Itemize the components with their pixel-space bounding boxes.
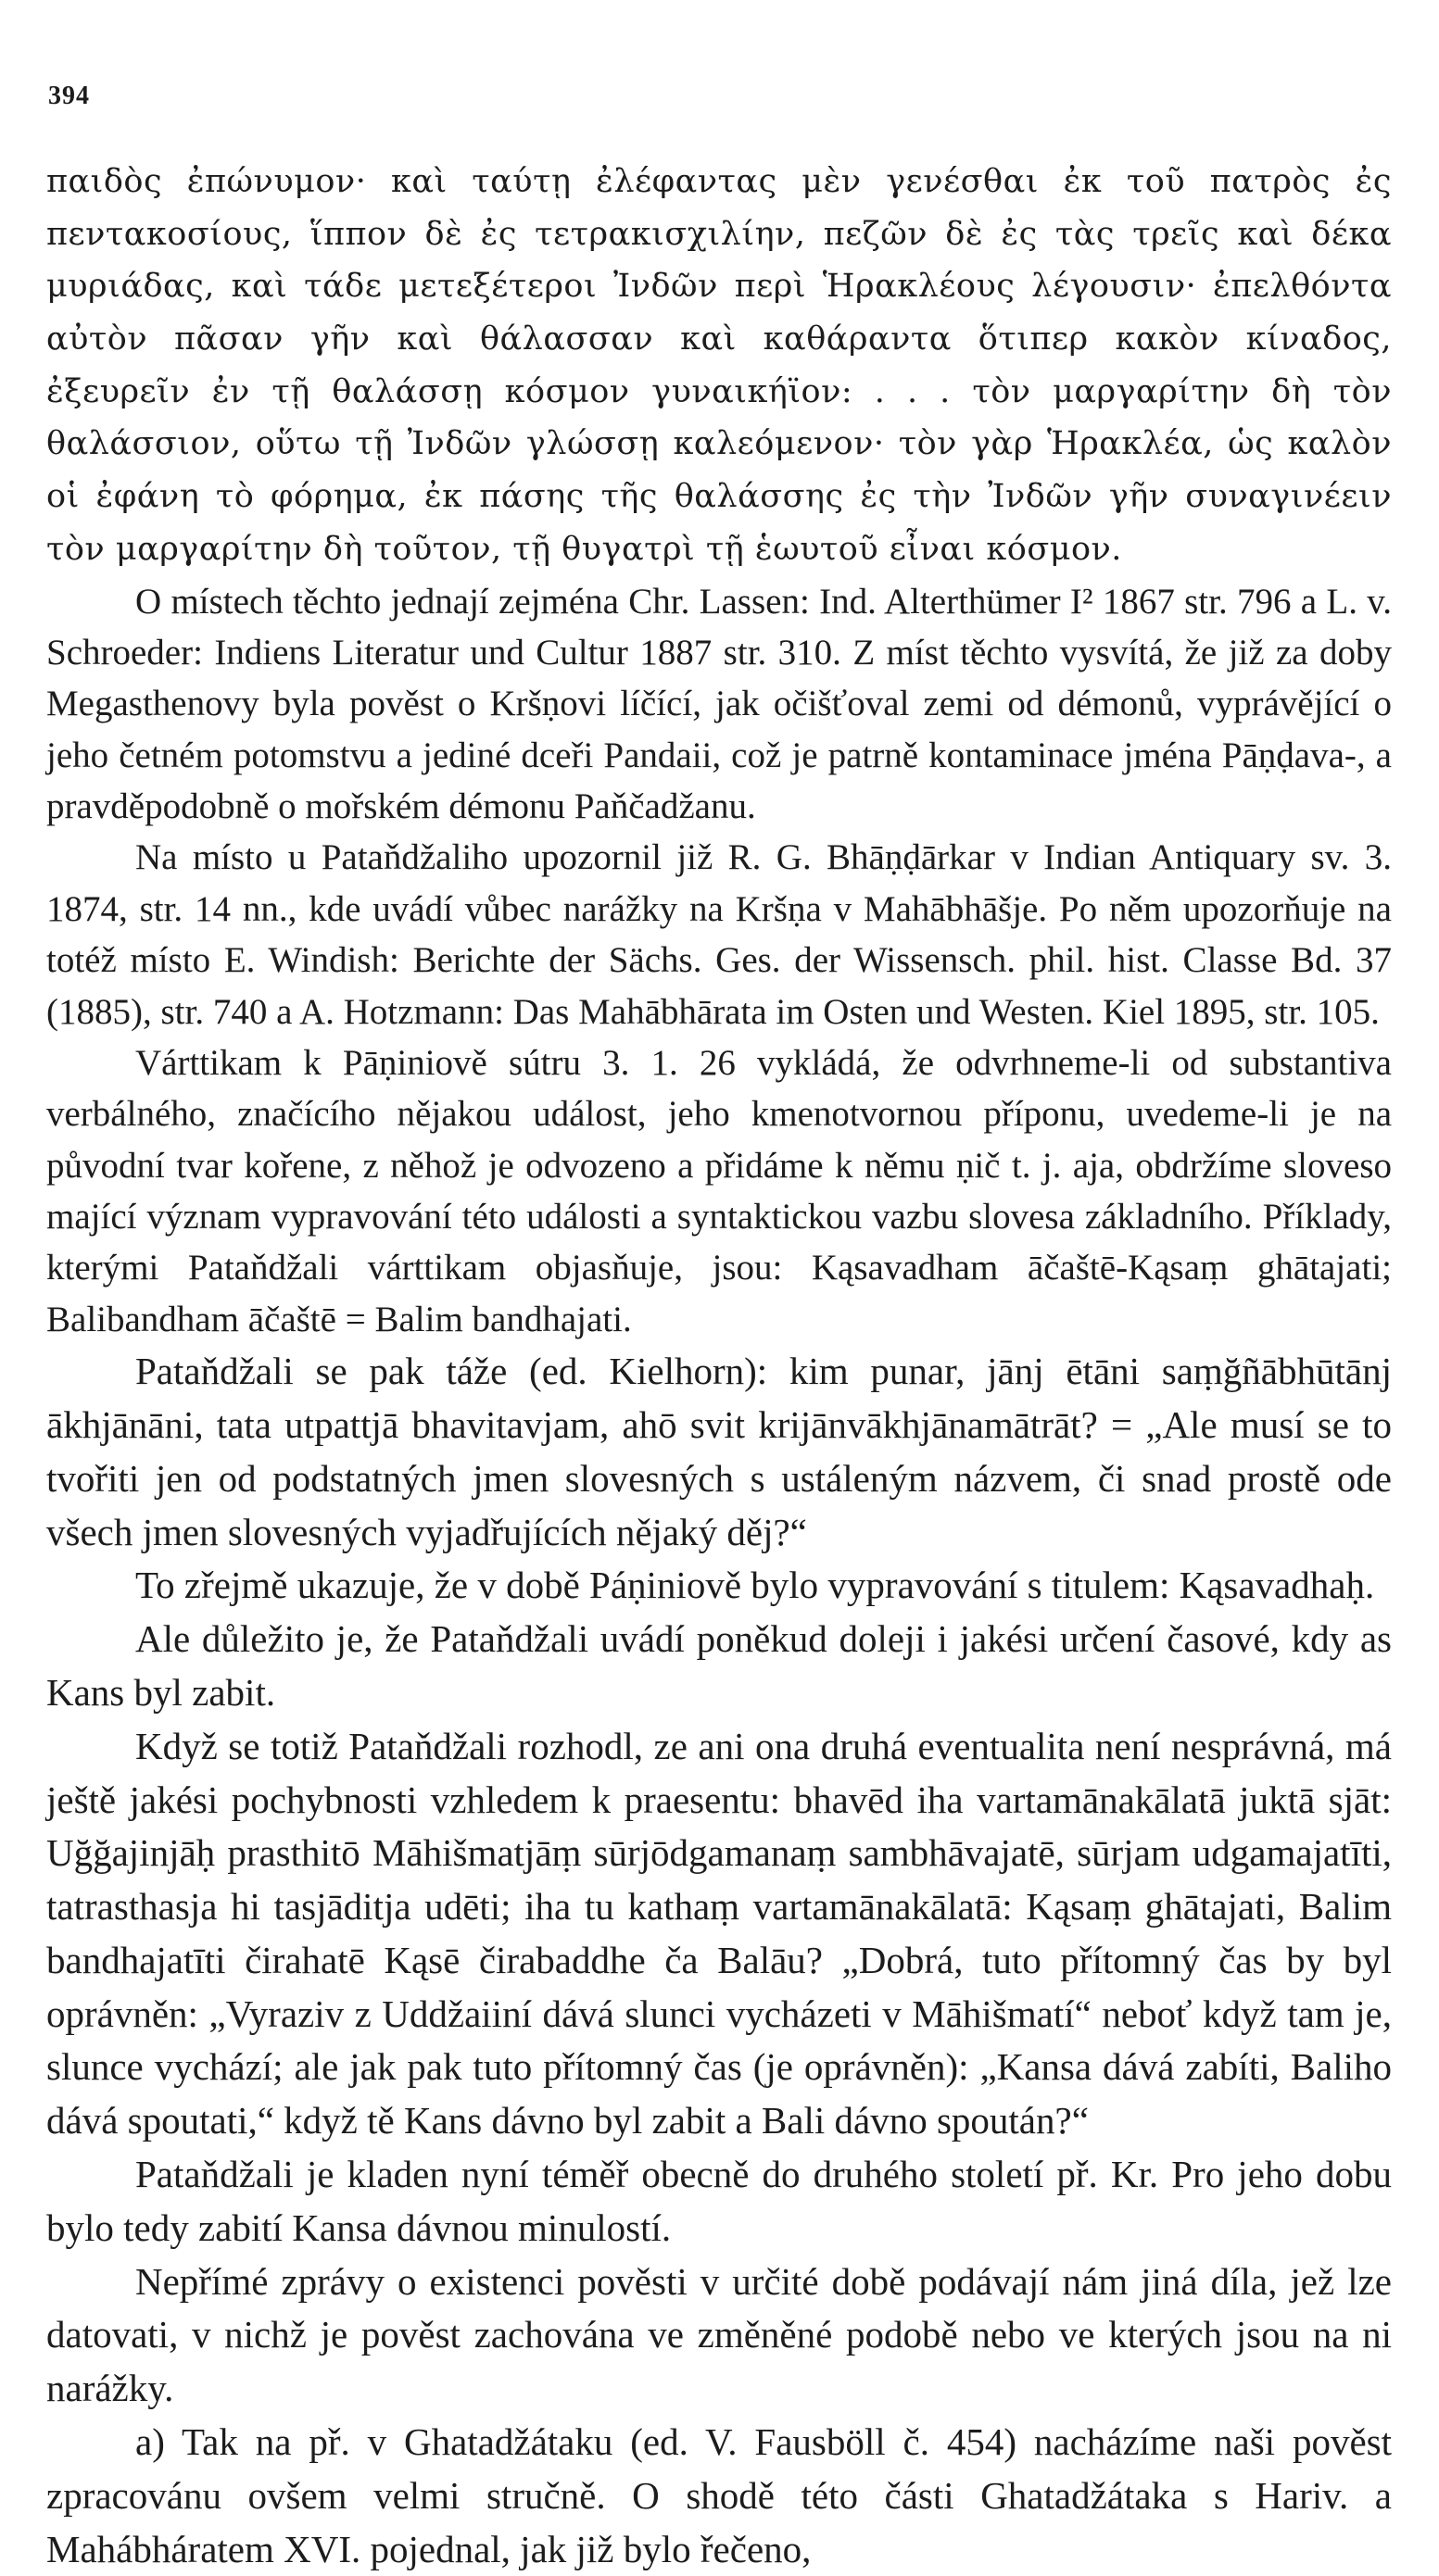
- paragraph-indirect-reports: Nepřímé zprávy o existenci pověsti v určité době podávají nám jiná díla, jež lze datovati, v nichž je pověst zachována ve změněné podobě nebo ve kterých jsou na ni narážky.: [46, 2259, 1392, 2410]
- paragraph-bhandarkar: Na místo u Pataňdžaliho upozornil již R. G. Bhāṇḍārkar v Indian Antiquary sv. 3. 1874, str. 14 nn., kde uvádí vůbec narážky na Kršṇa v Mahābhāšje. Po něm upozorňuje na totéž místo E. Windish: Berichte der Sächs. Ges. der Wissensch. phil. hist. Classe Bd. 37 (1885), str. 740 a A. Hotzmann: Das Mahābhārata im Osten und Westen. Kiel 1895, str. 105.: [46, 837, 1392, 1032]
- paragraph-sources: O místech těchto jednají zejména Chr. Lassen: Ind. Alterthümer I² 1867 str. 796 a L. v. Schroeder: Indiens Literatur und Cultur 1887 str. 310. Z míst těchto vysvítá, že již za doby Megasthenovy byla pověst o Kršṇovi líčící, jak očišťoval zemi od démonů, vyprávějící o jeho četném potomstvu a jediné dceři Pandaii, což je patrně kontaminace jména Pāṇḍava-, a pravděpodobně o mořském démonu Paňčadžanu.: [46, 581, 1392, 826]
- page-text: [46, 156, 1392, 2576]
- paragraph-patanjali-question: Pataňdžali se pak táže (ed. Kielhorn): kim punar, jānj ētāni saṃğñābhūtānj ākhjānāni, tata utpattjā bhavitavjam, ahō svit krijānvākhjānamātrāt? = „Ale musí se to tvořiti jen od podstatných jmen slovesných s ustáleným názvem, či snad prostě ode všech jmen slovesných vyjadřujících nějaký děj?“: [46, 1350, 1392, 1553]
- paragraph-varttikam: Várttikam k Pāṇiniově sútru 3. 1. 26 vykládá, že odvrhneme-li od substantiva verbálného, značícího nějakou událost, jeho kmenotvornou příponu, uvedeme-li je na původní tvar kořene, z něhož je odvozeno a přidáme k němu ṇič t. j. aja, obdržíme sloveso mající význam vypravování této události a syntaktickou vazbu slovesa základního. Příklady, kterými Pataňdžali várttikam objasňuje, jsou: Kąsavadham āčaštē-Kąsaṃ ghātajati; Balibandham āčaštē = Balim bandhajati.: [46, 1042, 1392, 1339]
- page-number: 394: [48, 82, 90, 110]
- paragraph-time-determination: Ale důležito je, že Pataňdžali uvádí poněkud doleji i jakési určení časové, kdy as Kans byl zabit.: [46, 1617, 1392, 1714]
- paragraph-dating: Pataňdžali je kladen nyní téměř obecně do druhého století př. Kr. Pro jeho dobu bylo tedy zabití Kansa dávnou minulostí.: [46, 2153, 1392, 2249]
- paragraph-present-tense: Když se totiž Pataňdžali rozhodl, ze ani ona druhá eventualita není nesprávná, má ještě jakési pochybnosti vzhledem k praesentu: bhavēd iha vartamānakālatā juktā sjāt: Uğğajinjāḥ prasthitō Māhišmatjāṃ sūrjōdgamanaṃ sambhāvajatē, sūrjam udgamajatīti, tatrasthasja hi tasjāditja udēti; iha tu kathaṃ vartamānakālatā: Kąsaṃ ghātajati, Balim bandhajatīti čirahatē Kąsē čirabaddhe ča Balāu? „Dobrá, tuto přítomný čas by byl oprávněn: „Vyraziv z Uddžaiiní dává slunci vycházeti v Māhišmatí“ neboť když tam je, slunce vychází; ale jak pak tuto přítomný čas (je oprávněn): „Kansa dává zabíti, Baliho dává spoutati,“ když tě Kans dávno byl zabit a Bali dávno spoután?“: [46, 1724, 1392, 2142]
- paragraph-kasavadha: To zřejmě ukazuje, že v době Páṇiniově bylo vypravování s titulem: Kąsavadhaḥ.: [135, 1564, 1375, 1607]
- greek-quotation: παιδὸς ἐπώνυμον· καὶ ταύτῃ ἐλέφαντας μὲν γενέσθαι ἐκ τοῦ πατρὸς ἐς πεντακοσίους, ἵππον δὲ ἐς τετρακισχιλίην, πεζῶν δὲ ἐς τὰς τρεῖς καὶ δέκα μυριάδας, καὶ τάδε μετεξέτεροι Ἰνδῶν περὶ Ἡρακλέους λέγουσιν· ἐπελθόντα αὐτὸν πᾶσαν γῆν καὶ θάλασσαν καὶ καθάραντα ὅτιπερ κακὸν κίναδος, ἐξευρεῖν ἐν τῇ θαλάσσῃ κόσμον γυναικήϊον: . . . τὸν μαργαρίτην δὴ τὸν θαλάσσιον, οὕτω τῇ Ἰνδῶν γλώσσῃ καλεόμενον· τὸν γὰρ Ἡρακλέα, ὡς καλὸν οἱ ἐφάνη τὸ φόρημα, ἐκ πάσης τῆς θαλάσσης ἐς τὴν Ἰνδῶν γῆν συναγινέειν τὸν μαργαρίτην δὴ τοῦτον, τῇ θυγατρὶ τῇ ἑωυτοῦ εἶναι κόσμον.: [46, 163, 1392, 568]
- paragraph-ghata-jataka: a) Tak na př. v Ghatadžátaku (ed. V. Fausböll č. 454) nacházíme naši pověst zpracovánu ovšem velmi stručně. O shodě této části Ghatadžátaka s Hariv. a Mahábháratem XVI. pojednal, jak již bylo řečeno,: [46, 2420, 1392, 2570]
